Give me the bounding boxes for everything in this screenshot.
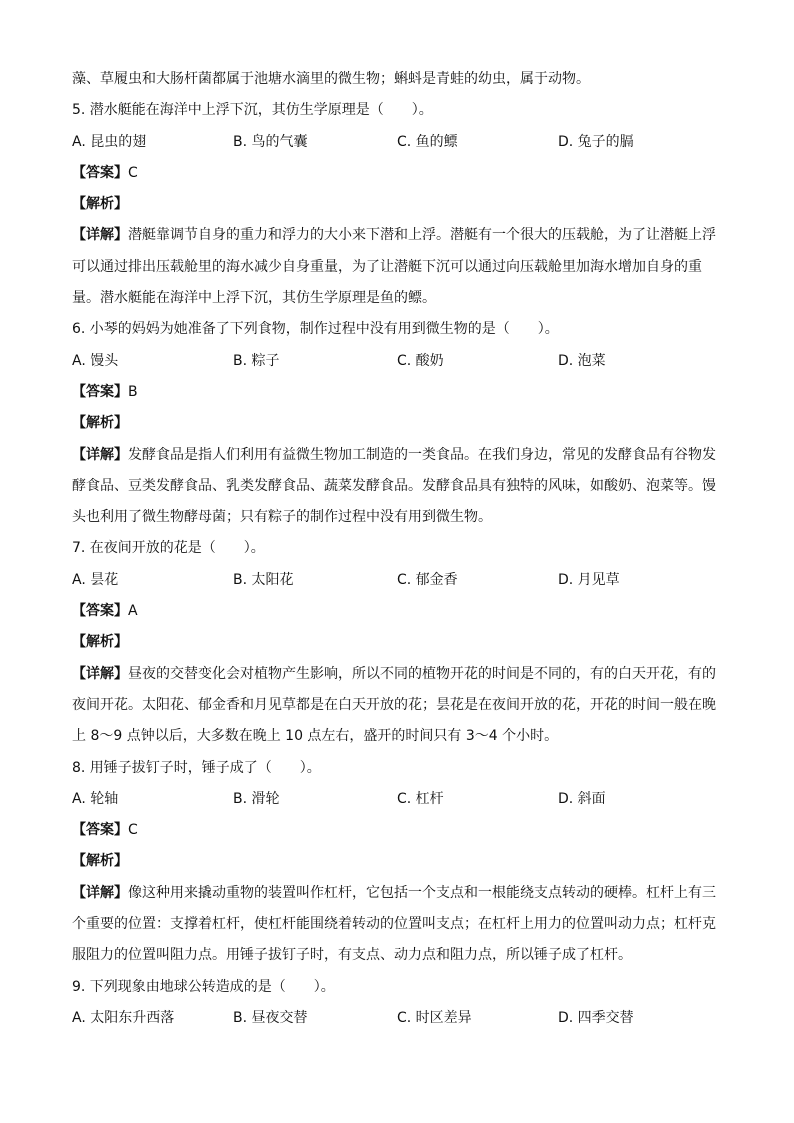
answer-value: B bbox=[128, 383, 138, 400]
question-8-detail-line-3: 服阻力的位置叫阻力点。用锤子拔钉子时，有支点、动力点和阻力点，所以锤子成了杠杆。 bbox=[72, 947, 632, 964]
option-a: A. 馒头 bbox=[72, 352, 119, 369]
document-content bbox=[72, 64, 722, 1034]
option-b: B. 粽子 bbox=[233, 352, 280, 369]
answer-value: A bbox=[128, 603, 138, 620]
question-8-answer bbox=[72, 815, 722, 846]
question-7-options bbox=[72, 565, 722, 596]
detail-tag: 【详解】 bbox=[72, 665, 128, 682]
analysis-tag: 【解析】 bbox=[72, 196, 128, 213]
answer-tag: 【答案】 bbox=[72, 822, 128, 839]
question-6-analysis bbox=[72, 408, 722, 439]
option-d: D. 兔子的膈 bbox=[558, 133, 634, 150]
option-c: C. 鱼的鳔 bbox=[397, 133, 458, 150]
question-6-detail-line-1 bbox=[72, 440, 722, 471]
question-5-options bbox=[72, 127, 722, 158]
answer-value: C bbox=[128, 822, 138, 839]
option-c: C. 杠杆 bbox=[397, 790, 444, 807]
question-5-detail-line-1 bbox=[72, 220, 722, 251]
question-7-analysis bbox=[72, 627, 722, 658]
question-6-stem: 6. 小琴的妈妈为她准备了下列食物，制作过程中没有用到微生物的是（ ）。 bbox=[72, 321, 559, 338]
analysis-tag: 【解析】 bbox=[72, 853, 128, 870]
detail-text: 潜艇靠调节自身的重力和浮力的大小来下潜和上浮。潜艇有一个很大的压载舱，为了让潜艇上浮 bbox=[128, 227, 716, 244]
question-5-detail-line-3: 量。潜水艇能在海洋中上浮下沉，其仿生学原理是鱼的鳔。 bbox=[72, 290, 436, 307]
detail-tag: 【详解】 bbox=[72, 227, 128, 244]
option-c: C. 时区差异 bbox=[397, 1009, 472, 1026]
intro-line: 藻、草履虫和大肠杆菌都属于池塘水滴里的微生物；蝌蚪是青蛙的幼虫，属于动物。 bbox=[72, 71, 590, 87]
analysis-tag: 【解析】 bbox=[72, 634, 128, 651]
detail-text: 昼夜的交替变化会对植物产生影响，所以不同的植物开花的时间是不同的，有的白天开花，有的 bbox=[128, 665, 716, 682]
detail-tag: 【详解】 bbox=[72, 446, 128, 463]
answer-tag: 【答案】 bbox=[72, 383, 128, 400]
option-a: A. 昙花 bbox=[72, 571, 119, 588]
option-a: A. 昆虫的翅 bbox=[72, 133, 147, 150]
question-5-answer bbox=[72, 158, 722, 189]
question-6-options bbox=[72, 346, 722, 377]
option-b: B. 滑轮 bbox=[233, 790, 280, 807]
option-d: D. 四季交替 bbox=[558, 1009, 634, 1026]
question-8-detail-line-1 bbox=[72, 878, 722, 909]
option-a: A. 轮轴 bbox=[72, 790, 119, 807]
answer-tag: 【答案】 bbox=[72, 603, 128, 620]
option-d: D. 月见草 bbox=[558, 571, 620, 588]
question-7-answer bbox=[72, 596, 722, 627]
question-8-options bbox=[72, 784, 722, 815]
detail-text: 发酵食品是指人们利用有益微生物加工制造的一类食品。在我们身边，常见的发酵食品有谷物发 bbox=[128, 446, 716, 463]
option-d: D. 泡菜 bbox=[558, 352, 606, 369]
question-5-analysis bbox=[72, 189, 722, 220]
detail-text: 像这种用来撬动重物的装置叫作杠杆，它包括一个支点和一根能绕支点转动的硬棒。杠杆上有三 bbox=[128, 884, 716, 901]
option-c: C. 酸奶 bbox=[397, 352, 444, 369]
option-a: A. 太阳东升西落 bbox=[72, 1009, 175, 1026]
question-6-detail-line-2: 酵食品、豆类发酵食品、乳类发酵食品、蔬菜发酵食品。发酵食品具有独特的风味，如酸奶、泡菜等。馒 bbox=[72, 477, 716, 494]
question-5-detail-line-2: 可以通过排出压载舱里的海水减少自身重量，为了让潜艇下沉可以通过向压载舱里加海水增加自身的重 bbox=[72, 258, 702, 275]
detail-tag: 【详解】 bbox=[72, 884, 128, 901]
question-7-detail-line-1 bbox=[72, 659, 722, 690]
answer-value: C bbox=[128, 164, 138, 181]
option-b: B. 鸟的气囊 bbox=[233, 133, 308, 150]
question-6-answer bbox=[72, 377, 722, 408]
question-9-options bbox=[72, 1003, 722, 1034]
question-8-stem: 8. 用锤子拔钉子时，锤子成了（ ）。 bbox=[72, 759, 321, 776]
question-5-stem: 5. 潜水艇能在海洋中上浮下沉，其仿生学原理是（ ）。 bbox=[72, 102, 433, 119]
question-6-detail-line-3: 头也利用了微生物酵母菌；只有粽子的制作过程中没有用到微生物。 bbox=[72, 509, 492, 526]
question-7-stem: 7. 在夜间开放的花是（ ）。 bbox=[72, 540, 265, 557]
option-d: D. 斜面 bbox=[558, 790, 606, 807]
option-c: C. 郁金香 bbox=[397, 571, 458, 588]
option-b: B. 昼夜交替 bbox=[233, 1009, 308, 1026]
question-7-detail-line-2: 夜间开花。太阳花、郁金香和月见草都是在白天开放的花；昙花是在夜间开放的花，开花的时间一般在晚 bbox=[72, 696, 716, 713]
question-9-stem: 9. 下列现象由地球公转造成的是（ ）。 bbox=[72, 978, 335, 995]
analysis-tag: 【解析】 bbox=[72, 415, 128, 432]
question-8-detail-line-2: 个重要的位置：支撑着杠杆，使杠杆能围绕着转动的位置叫支点；在杠杆上用力的位置叫动力点；杠杆克 bbox=[72, 916, 716, 933]
option-b: B. 太阳花 bbox=[233, 571, 294, 588]
question-7-detail-line-3: 上 8～9 点钟以后，大多数在晚上 10 点左右，盛开的时间只有 3～4 个小时。 bbox=[72, 728, 559, 745]
answer-tag: 【答案】 bbox=[72, 164, 128, 181]
question-8-analysis bbox=[72, 846, 722, 877]
